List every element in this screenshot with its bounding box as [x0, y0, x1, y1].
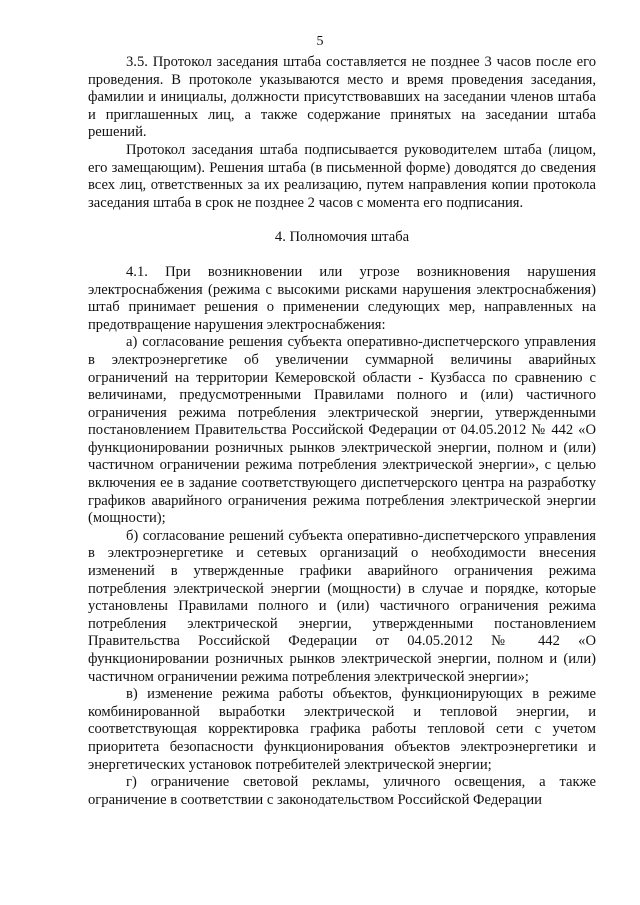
list-item-a: а) согласование решения субъекта оперативно-диспетчерского управления в электроэнергетике об увеличении суммарной величины аварийных ограничений на территории Кемеровской области - Кузбасса по сравнению с величинами, предусмотренными Правилами полного и (или) частичного ограничения режима потребления электрической энергии, утвержденными постановлением Правительства Российской Федерации от 04.05.2012 № 442 «О функционировании розничных рынков электрической энергии, полном и (или) частичном ограничении режима потребления электрической энергии», с целью включения ее в задание соответствующего диспетчерского центра на разработку графиков аварийного ограничения режима потребления электрической энергии (мощности); — [88, 334, 596, 527]
paragraph-4-1: 4.1. При возникновении или угрозе возникновения нарушения электроснабжения (режима с высокими рисками нарушения электроснабжения) штаб принимает решения о применении следующих мер, направленных на предотвращение нарушения электроснабжения: — [88, 263, 596, 333]
list-item-v: в) изменение режима работы объектов, функционирующих в режиме комбинированной выработки электрической и тепловой энергии, и соответствующая корректировка графика работы тепловой сети с учетом приоритета безопасности функционирования объектов электроэнергетики и энергетических установок потребителей электрической энергии; — [88, 686, 596, 773]
paragraph-3-5: 3.5. Протокол заседания штаба составляется не позднее 3 часов после его проведения. В протоколе указываются место и время проведения заседания, фамилии и инициалы, должности присутствовавших на заседании членов штаба и приглашенных лиц, а также содержание принятых на заседании штаба решений. — [88, 54, 596, 141]
page-number: 5 — [316, 34, 324, 49]
list-item-g: г) ограничение световой рекламы, уличного освещения, а также ограничение в соответствии с законодательством Российской Федерации — [88, 774, 596, 808]
document-body — [88, 54, 596, 809]
list-item-b: б) согласование решений субъекта оперативно-диспетчерского управления в электроэнергетике и сетевых организаций о необходимости внесения изменений в утвержденные графики аварийного ограничения режима потребления электрической энергии (мощности) в случае и порядке, которые установлены Правилами полного и (или) частичного ограничения режима потребления электрической энергии, утвержденными постановлением Правительства Российской Федерации от 04.05.2012 № 442 «О функционировании розничных рынков электрической энергии, полном и (или) частичном ограничении режима потребления электрической энергии»; — [88, 527, 596, 685]
paragraph-protocol-signing: Протокол заседания штаба подписывается руководителем штаба (лицом, его замещающим). Решения штаба (в письменной форме) доводятся до сведения всех лиц, ответственных за их реализацию, путем направления копии протокола заседания штаба в срок не позднее 2 часов с момента его подписания. — [88, 141, 596, 211]
section-heading: 4. Полномочия штаба — [274, 229, 410, 246]
